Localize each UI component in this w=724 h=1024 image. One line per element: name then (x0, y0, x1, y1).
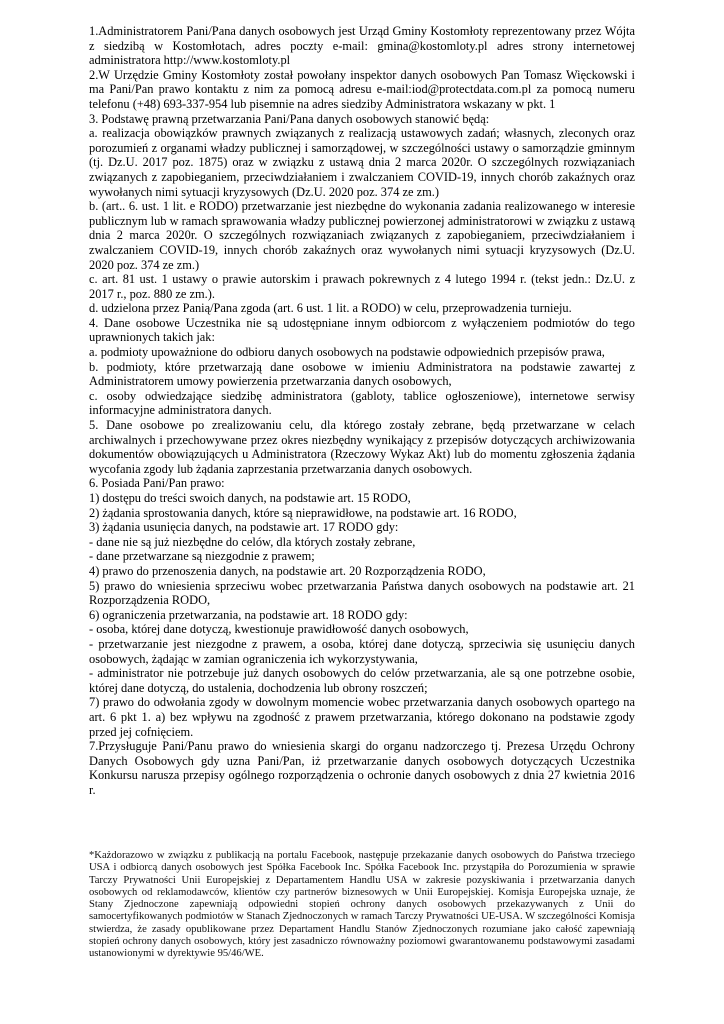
footnote-facebook: *Każdorazowo w związku z publikacją na portalu Facebook, następuje przekazanie danych osobowych do Państwa trzeciego USA i odbiorcą danych osobowych jest Spółka Facebook Inc. Spółka Facebook Inc. przystąpiła do Porozumienia w sprawie Tarczy Prywatności Unii Europejskiej z Departamentem Handlu USA w zakresie pozyskiwania i przetwarzania danych osobowych od reklamodawców, klientów czy partnerów biznesowych w Unii Europejskiej. Komisja Europejska uznaje, że Stany Zjednoczone zapewniają odpowiedni stopień ochrony danych osobowych przekazywanych z Unii do samocertyfikowanych podmiotów w Stanach Zjednoczonych w ramach Tarczy Prywatności UE-USA. W szczególności Komisja stwierdza, że zasady opublikowane przez Departament Handlu Stanów Zjednoczonych rozumiane jako całość zapewniają stopień ochrony danych osobowych, który jest zasadniczo równoważny poziomowi gwarantowanemu podstawowymi zasadami ustanowionymi w dyrektywie 95/46/WE. (89, 850, 635, 960)
paragraph-administrator: 1.Administratorem Pani/Pana danych osobowych jest Urząd Gminy Kostomłoty reprezentowany przez Wójta z siedzibą w Kostomłotach, adres poczty e-mail: gmina@kostomloty.pl adres strony internetowej administratora http://www.kostomloty.pl (89, 24, 635, 68)
list-item-right-restriction: 6) ograniczenia przetwarzania, na podstawie art. 18 RODO gdy: (89, 607, 408, 622)
paragraph-legal-basis-b: b. (art.. 6. ust. 1 lit. e RODO) przetwarzanie jest niezbędne do wykonania zadania realizowanego w interesie publicznym lub w ramach sprawowania władzy publicznej powierzonej administratorowi w związku z ustawą dnia 2 marca 2020r. O szczególnych rozwiązaniach związanych z zapobieganiem, przeciwdziałaniem i zwalczaniem COVID-19, innych chorób zakaźnych oraz wywołanych nimi sytuacji kryzysowych (Dz.U. 2020 poz. 374 ze zm.) (89, 199, 635, 272)
paragraph-legal-basis-c: c. art. 81 ust. 1 ustawy o prawie autorskim i prawach pokrewnych z 4 lutego 1994 r. (tekst jedn.: Dz.U. z 2017 r., poz. 880 ze zm.). (89, 272, 635, 301)
list-item-restriction-condition-2: - przetwarzanie jest niezgodne z prawem, a osoba, której dane dotyczą, sprzeciwia się usunięciu danych osobowych, żądając w zamian ograniczenia ich wykorzystywania, (89, 636, 635, 666)
list-item-right-erasure: 3) żądania usunięcia danych, na podstawie art. 17 RODO gdy: (89, 520, 399, 535)
paragraph-recipients-c: c. osoby odwiedzające siedzibę administratora (gabloty, tablice ogłoszeniowe), internetowe serwisy informacyjne administratora danych. (89, 388, 635, 418)
paragraph-recipients: 4. Dane osobowe Uczestnika nie są udostępniane innym odbiorcom z wyłączeniem podmiotów do tego uprawnionych takich jak: (89, 315, 635, 345)
list-item-right-objection: 5) prawo do wniesienia sprzeciwu wobec przetwarzania Państwa danych osobowych na podstawie art. 21 Rozporządzenia RODO, (89, 578, 635, 608)
paragraph-recipients-a: a. podmioty upoważnione do odbioru danych osobowych na podstawie odpowiednich przepisów prawa, (89, 345, 605, 360)
paragraph-rights: 6. Posiada Pani/Pan prawo: (89, 476, 225, 491)
list-item-erasure-condition-2: - dane przetwarzane są niezgodnie z prawem; (89, 549, 315, 564)
list-item-right-withdraw-consent: 7) prawo do odwołania zgody w dowolnym momencie wobec przetwarzania danych osobowych opartego na art. 6 pkt 1. a) bez wpływu na zgodność z prawem przetwarzania, którego dokonano na podstawie zgody przed jej cofnięciem. (89, 695, 635, 739)
paragraph-legal-basis: 3. Podstawę prawną przetwarzania Pani/Pana danych osobowych stanowić będą: (89, 111, 490, 126)
list-item-restriction-condition-1: - osoba, której dane dotyczą, kwestionuje prawidłowość danych osobowych, (89, 622, 469, 637)
list-item-right-rectification: 2) żądania sprostowania danych, które są nieprawidłowe, na podstawie art. 16 RODO, (89, 505, 517, 520)
list-item-right-portability: 4) prawo do przenoszenia danych, na podstawie art. 20 Rozporządzenia RODO, (89, 563, 486, 578)
paragraph-complaint: 7.Przysługuje Pani/Panu prawo do wniesienia skargi do organu nadzorczego tj. Prezesa Urzędu Ochrony Danych Osobowych gdy uzna Pani/Pan, iż przetwarzanie danych osobowych dotyczących Uczestnika Konkursu narusza przepisy ogólnego rozporządzenia o ochronie danych osobowych z dnia 27 kwietnia 2016 r. (89, 739, 635, 797)
paragraph-recipients-b: b. podmioty, które przetwarzają dane osobowe w imieniu Administratora na podstawie zawartej z Administratorem umowy powierzenia przetwarzania danych osobowych, (89, 359, 635, 389)
paragraph-retention: 5. Dane osobowe po zrealizowaniu celu, dla którego zostały zebrane, będą przetwarzane w celach archiwalnych i przechowywane przez okres niezbędny wynikający z przepisów dotyczących archiwizowania dokumentów obowiązujących u Administratora (Rzeczowy Wykaz Akt) lub do momentu zgłoszenia żądania wycofania zgody lub żądania zaprzestania przetwarzania danych osobowych. (89, 418, 635, 476)
paragraph-legal-basis-a: a. realizacja obowiązków prawnych związanych z realizacją ustawowych zadań; własnych, zleconych oraz porozumień z organami władzy publicznej i samorządowej, w szczególności ustawy o samorządzie gminnym (tj. Dz.U. 2017 poz. 1875) oraz w związku z ustawą dnia 2 marca 2020r. O szczególnych rozwiązaniach związanych z zapobieganiem, przeciwdziałaniem i zwalczaniem COVID-19, innych chorób zakaźnych oraz wywołanych nimi sytuacji kryzysowych (Dz.U. 2020 poz. 374 ze zm.) (89, 126, 635, 199)
list-item-restriction-condition-3: - administrator nie potrzebuje już danych osobowych do celów przetwarzania, ale są one potrzebne osobie, której dane dotyczą, do ustalenia, dochodzenia lub obrony roszczeń; (89, 666, 635, 695)
document-body (89, 24, 635, 797)
list-item-erasure-condition-1: - dane nie są już niezbędne do celów, dla których zostały zebrane, (89, 534, 416, 549)
paragraph-legal-basis-d: d. udzielona przez Panią/Pana zgoda (art. 6 ust. 1 lit. a RODO) w celu, przeprowadzenia turnieju. (89, 301, 572, 316)
list-item-right-access: 1) dostępu do treści swoich danych, na podstawie art. 15 RODO, (89, 491, 411, 505)
paragraph-inspector: 2.W Urzędzie Gminy Kostomłoty został powołany inspektor danych osobowych Pan Tomasz Więckowski i ma Pani/Pan prawo kontaktu z nim za pomocą adresu e-mail:iod@protectdata.com.pl za pomocą numeru telefonu (+48) 693-337-954 lub pisemnie na adres siedziby Administratora wskazany w pkt. 1 (89, 67, 635, 111)
